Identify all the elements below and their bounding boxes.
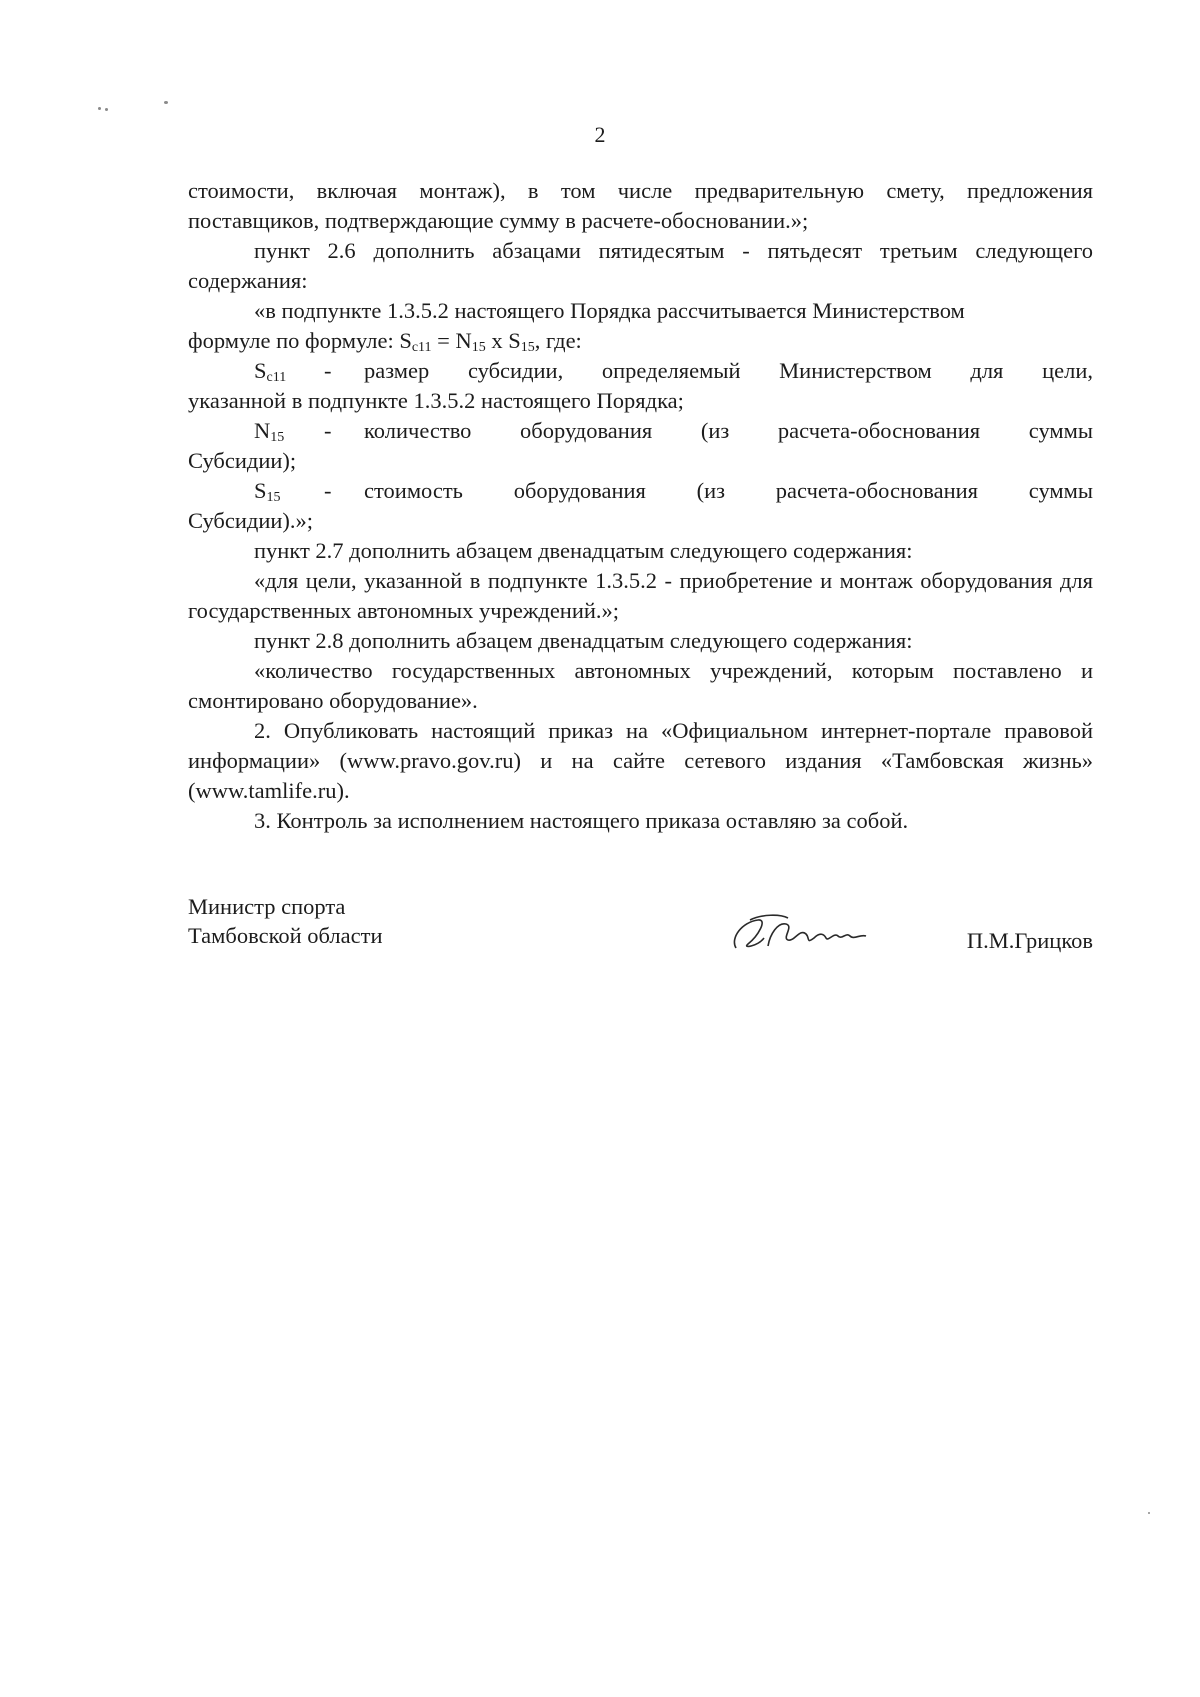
def-text: размер субсидии, определяемый Министерством для цели, [364, 358, 1093, 383]
signer-name: П.М.Грицков [966, 928, 1093, 953]
definition-equipment-cost [188, 476, 1093, 506]
document-body [188, 176, 1093, 836]
def-symbol-sub: c11 [266, 370, 287, 385]
formula-eq: = N [431, 328, 472, 353]
def-symbol: N [254, 418, 271, 443]
signature-block [188, 892, 1093, 962]
def-symbol-sub: 15 [270, 430, 285, 445]
paragraph-goal-text: «для цели, указанной в подпункте 1.3.5.2 - приобретение и монтаж оборудования для государственных автономных учреждений.»; [188, 568, 1093, 623]
def-continuation: Субсидии).»; [188, 508, 314, 533]
formula-prefix: формуле по формуле: S [188, 328, 412, 353]
paragraph-calculation-intro: «в подпункте 1.3.5.2 настоящего Порядка рассчитывается Министерством [254, 298, 965, 323]
def-symbol: S [254, 478, 267, 503]
scan-speck [98, 107, 101, 110]
scan-speck [1148, 1512, 1150, 1514]
def-dash: - [324, 358, 332, 383]
signer-title-line2: Тамбовской области [188, 923, 383, 948]
scan-speck [164, 101, 168, 104]
signer-title-line1: Министр спорта [188, 894, 346, 919]
paragraph-clause-2-8: пункт 2.8 дополнить абзацем двенадцатым следующего содержания: [254, 628, 913, 653]
formula-sub-c11: c11 [411, 340, 432, 355]
page-number: 2 [594, 122, 606, 147]
definition-subsidy-size [188, 356, 1093, 386]
formula-suffix: , где: [534, 328, 582, 353]
paragraph-publish-order: 2. Опубликовать настоящий приказ на «Официальном интернет-портале правовой информации» (www.pravo.gov.ru) и на сайте сетевого издания «Тамбовская жизнь» (www.tamlife.ru). [188, 718, 1093, 803]
def-text: стоимость оборудования (из расчета-обоснования суммы [364, 478, 1093, 503]
def-symbol: S [254, 358, 267, 383]
def-dash: - [324, 478, 332, 503]
paragraph-clause-2-6: пункт 2.6 дополнить абзацами пятидесятым - пятьдесят третьим следующего содержания: [188, 238, 1093, 293]
def-continuation: указанной в подпункте 1.3.5.2 настоящего Порядка; [188, 388, 684, 413]
paragraph-cost-continuation: стоимости, включая монтаж), в том числе предварительную смету, предложения поставщиков, подтверждающие сумму в расчете-обосновании.»; [188, 178, 1093, 233]
formula-sub-15b: 15 [520, 340, 535, 355]
definition-equipment-quantity [188, 416, 1093, 446]
paragraph-clause-2-7: пункт 2.7 дополнить абзацем двенадцатым следующего содержания: [254, 538, 913, 563]
def-continuation: Субсидии); [188, 448, 297, 473]
paragraph-control: 3. Контроль за исполнением настоящего приказа оставляю за собой. [254, 808, 909, 833]
scan-speck [105, 108, 108, 111]
formula-sub-15a: 15 [471, 340, 486, 355]
def-dash: - [324, 418, 332, 443]
signer-title [188, 892, 383, 950]
paragraph-result-text: «количество государственных автономных учреждений, которым поставлено и смонтировано оборудование». [188, 658, 1093, 713]
def-symbol-sub: 15 [266, 490, 281, 505]
handwritten-signature [728, 908, 898, 958]
formula-line [188, 326, 1093, 356]
def-text: количество оборудования (из расчета-обоснования суммы [364, 418, 1093, 443]
formula-times: x S [485, 328, 521, 353]
